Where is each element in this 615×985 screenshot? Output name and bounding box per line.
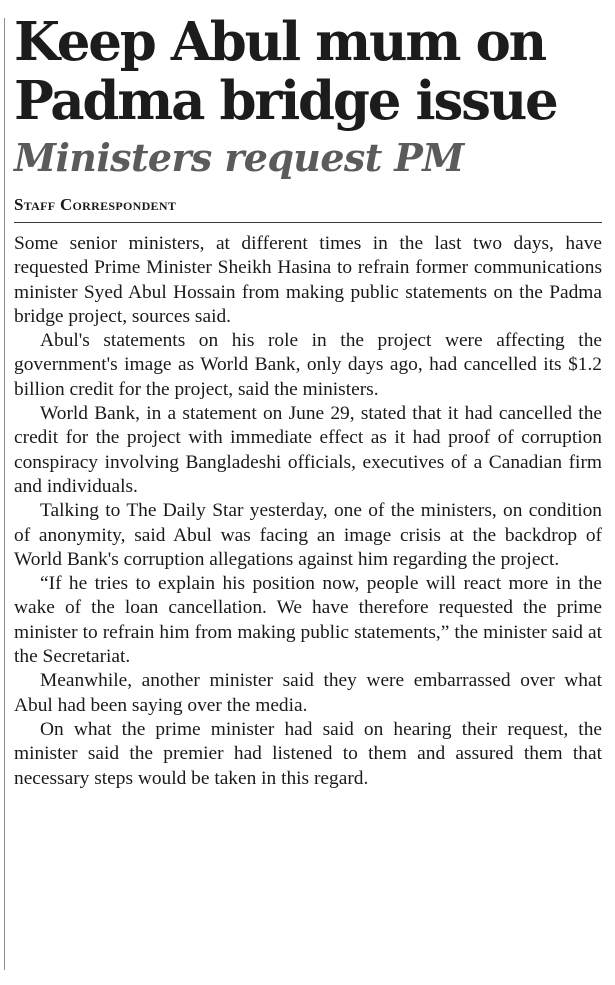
paragraph-1: Some senior ministers, at different times in the last two days, have requested Prime Minister Sheikh Hasina to refrain former communications minister Syed Abul Hossain from making public statements on the Padma bridge project, sources said. <box>14 233 602 327</box>
paragraph-3: World Bank, in a statement on June 29, stated that it had cancelled the credit for the project with immediate effect as it had proof of corruption conspiracy involving Bangladeshi officials, executives of a Canadian firm and individuals. <box>14 403 602 497</box>
paragraph-4: Talking to The Daily Star yesterday, one of the ministers, on condition of anonymity, said Abul was facing an image crisis at the backdrop of World Bank's corruption allegations against him regarding the project. <box>14 500 602 570</box>
headline <box>14 0 606 131</box>
paragraph-6: Meanwhile, another minister said they were embarrassed over what Abul had been saying over the media. <box>14 670 602 716</box>
byline: Staff Correspondent <box>14 195 602 223</box>
column-rule <box>4 18 5 970</box>
paragraph-5: “If he tries to explain his position now, people will react more in the wake of the loan cancellation. We have therefore requested the prime minister to refrain him from making public statements,” the minister said at the Secretariat. <box>14 573 602 668</box>
subheadline: Ministers request PM <box>14 135 464 180</box>
article-body <box>14 232 602 791</box>
paragraph-7: On what the prime minister had said on hearing their request, the minister said the premier had listened to them and assured them that necessary steps would be taken in this regard. <box>14 718 602 789</box>
paragraph-2: Abul's statements on his role in the project were affecting the government's image as World Bank, only days ago, had cancelled its $1.2 billion credit for the project, said the ministers. <box>14 330 602 400</box>
headline-line-1: Keep Abul mum on <box>14 11 545 73</box>
newspaper-clipping <box>14 0 606 791</box>
headline-line-2: Padma bridge issue <box>14 70 557 132</box>
